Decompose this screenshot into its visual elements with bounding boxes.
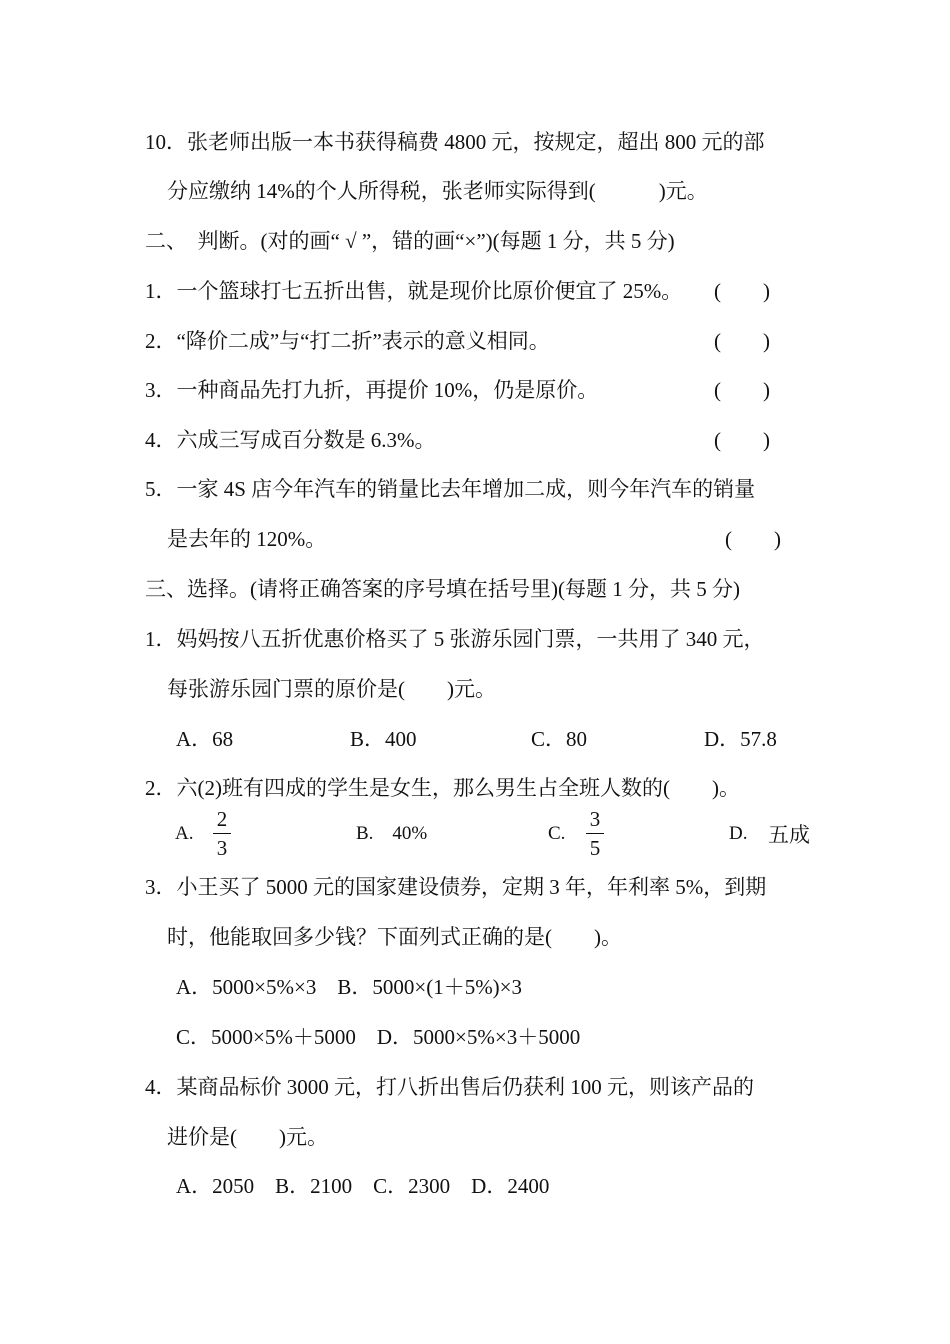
answer-paren-2: ( ) — [714, 329, 770, 353]
q1-option-b: B．400 — [350, 727, 417, 751]
answer-paren-5: ( ) — [725, 527, 781, 551]
judge-item-4: 4．六成三写成百分数是 6.3%。 — [145, 428, 436, 452]
section2-heading: 二、 判断。(对的画“ √ ”，错的画“×”)(每题 1 分，共 5 分) — [145, 229, 675, 253]
choice-q4-line2: 进价是( )元。 — [167, 1125, 328, 1149]
q3-options-row1: A．5000×5%×3 B．5000×(1＋5%)×3 — [176, 975, 523, 999]
q2-option-c-label: C. — [548, 823, 566, 844]
judge-item-3: 3．一种商品先打九折，再提价 10%，仍是原价。 — [145, 378, 599, 402]
q10-line1: 10．张老师出版一本书获得稿费 4800 元，按规定，超出 800 元的部 — [145, 130, 765, 154]
choice-q4-line1: 4．某商品标价 3000 元，打八折出售后仍获利 100 元，则该产品的 — [145, 1075, 754, 1099]
choice-q3-line2: 时，他能取回多少钱？下面列式正确的是( )。 — [167, 925, 622, 949]
section3-heading: 三、选择。(请将正确答案的序号填在括号里)(每题 1 分，共 5 分) — [145, 577, 740, 601]
q2-option-c-fraction — [586, 807, 604, 860]
q2-option-a-numerator: 2 — [216, 807, 228, 831]
q1-option-a: A．68 — [176, 727, 234, 751]
q2-option-a-fraction — [213, 807, 231, 860]
answer-paren-3: ( ) — [714, 378, 770, 402]
judge-item-5: 5．一家 4S 店今年汽车的销量比去年增加二成，则今年汽车的销量 — [145, 477, 756, 501]
q1-option-d: D．57.8 — [704, 727, 777, 751]
answer-paren-4: ( ) — [714, 428, 770, 452]
q2-option-d-text: 五成 — [768, 823, 810, 847]
choice-q2-line1: 2．六(2)班有四成的学生是女生，那么男生占全班人数的( )。 — [145, 776, 740, 800]
choice-q1-line1: 1．妈妈按八五折优惠价格买了 5 张游乐园门票，一共用了 340 元， — [145, 627, 765, 651]
q2-option-a-label: A. — [175, 823, 194, 844]
answer-paren-1: ( ) — [714, 279, 770, 303]
judge-item-5-line2: 是去年的 120%。 — [167, 527, 327, 551]
q2-option-a-denominator: 3 — [216, 836, 228, 860]
q4-options: A．2050 B．2100 C．2300 D．2400 — [176, 1174, 550, 1198]
q3-options-row2: C．5000×5%＋5000 D．5000×5%×3＋5000 — [176, 1025, 581, 1049]
q2-option-c-denominator: 5 — [589, 836, 601, 860]
q2-option-b: B. 40% — [356, 823, 428, 844]
fraction-bar — [586, 833, 604, 834]
q1-option-c: C．80 — [531, 727, 588, 751]
judge-item-2: 2．“降价二成”与“打二折”表示的意义相同。 — [145, 329, 550, 353]
fraction-bar — [213, 833, 231, 834]
judge-item-1: 1．一个篮球打七五折出售，就是现价比原价便宜了 25%。 — [145, 279, 683, 303]
q10-line2: 分应缴纳 14%的个人所得税，张老师实际得到( )元。 — [167, 179, 708, 203]
choice-q1-line2: 每张游乐园门票的原价是( )元。 — [167, 677, 496, 701]
q2-option-d-label: D. — [729, 823, 748, 844]
choice-q3-line1: 3．小王买了 5000 元的国家建设债券，定期 3 年，年利率 5%，到期 — [145, 875, 767, 899]
q2-option-c-numerator: 3 — [589, 807, 601, 831]
